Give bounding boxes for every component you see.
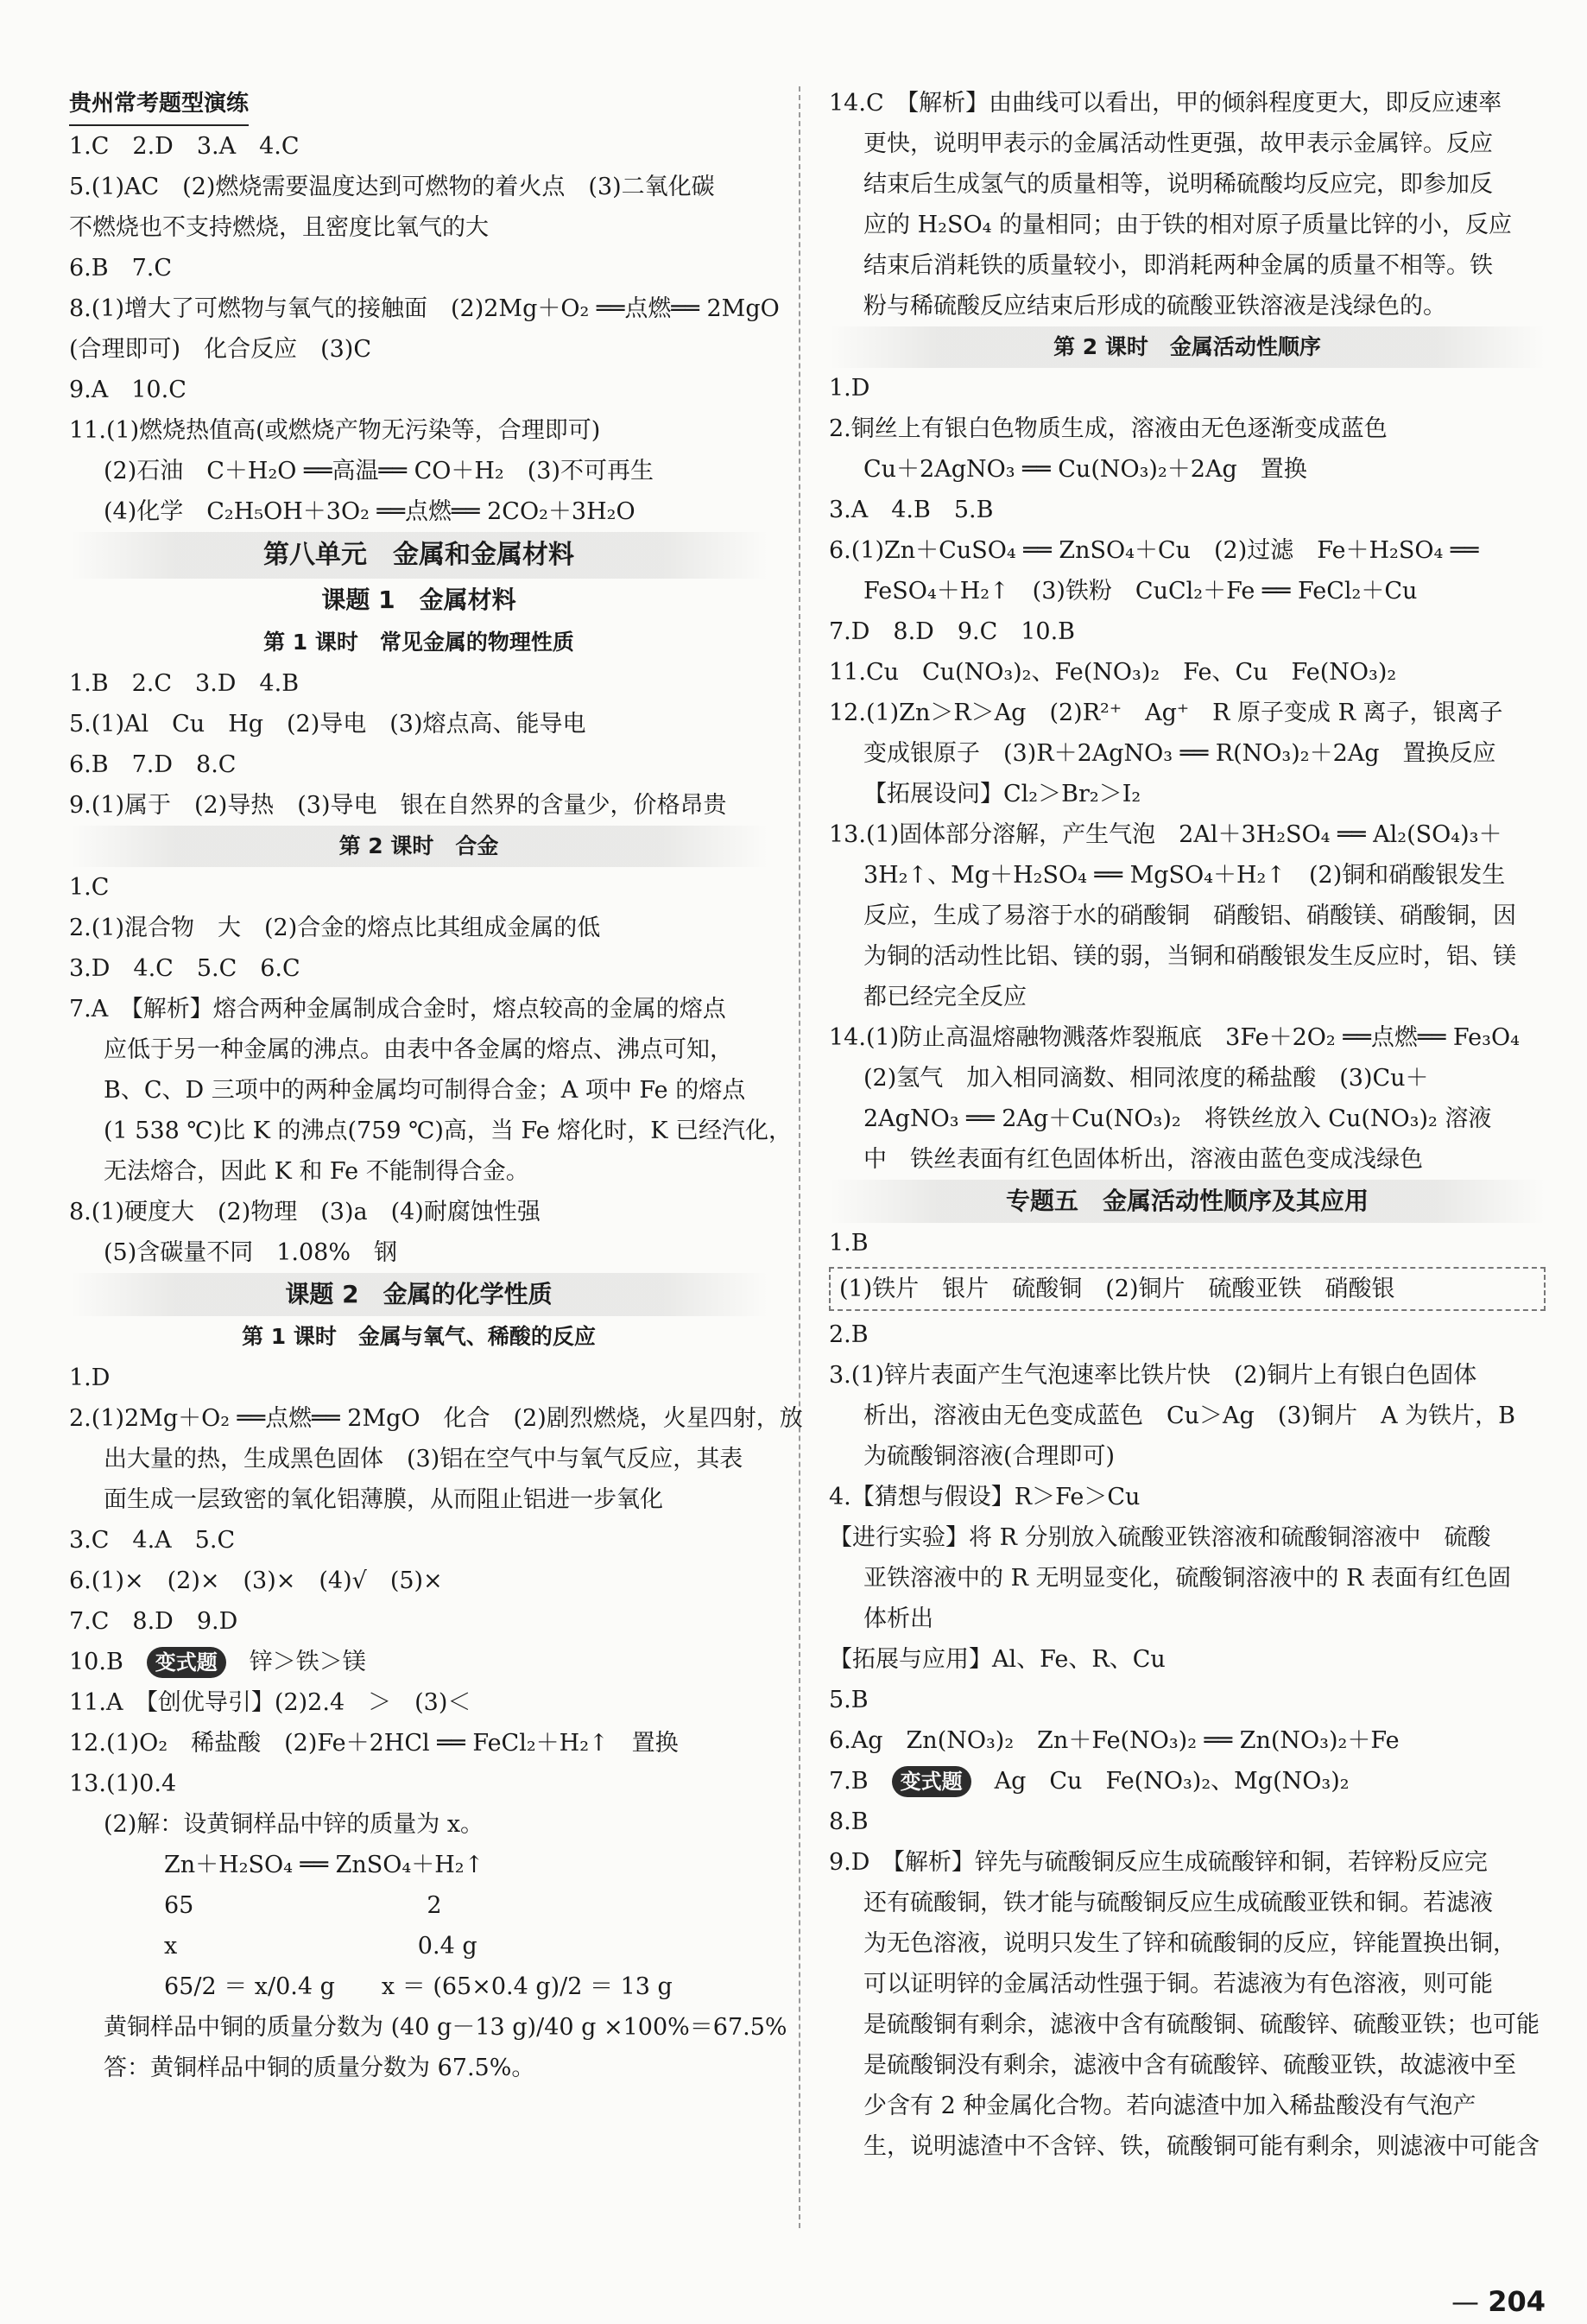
answer-line: 生，说明滤渣中不含锌、铁，硫酸铜可能有剩余，则滤液中可能含 (863, 2133, 1540, 2160)
answer-line (69, 1642, 768, 1682)
answer-text: Ag Cu Fe(NO₃)₂、Mg(NO₃)₂ (994, 1768, 1350, 1795)
right-column (829, 83, 1546, 2318)
answer-line: 结束后消耗铁的质量较小，即消耗两种金属的质量不相等。铁 (863, 252, 1493, 279)
answer-line: 3.C 4.A 5.C (69, 1527, 236, 1554)
answer-line: 2.(1)2Mg＋O₂ ══点燃══ 2MgO 化合 (2)剧烈燃烧，火星四射，放 (69, 1405, 803, 1432)
answer-text: 锌＞铁＞镁 (249, 1649, 366, 1675)
answer-line: (5)含碳量不同 1.08% 钢 (104, 1239, 398, 1266)
column-divider (799, 86, 800, 2228)
answer-line: 中 铁丝表面有红色固体析出，溶液由蓝色变成浅绿色 (863, 1146, 1423, 1173)
answer-line: 变成银原子 (3)R＋2AgNO₃ ══ R(NO₃)₂＋2Ag 置换反应 (863, 740, 1496, 767)
answer-line: 3.D 4.C 5.C 6.C (69, 955, 300, 982)
answer-line: 11.A 【创优导引】(2)2.4 ＞ (3)＜ (69, 1689, 471, 1716)
answer-line: 答：黄铜样品中铜的质量分数为 67.5%。 (104, 2055, 535, 2081)
answer-line: 【拓展与应用】Al、Fe、R、Cu (829, 1646, 1166, 1673)
answer-line: 是硫酸铜有剩余，滤液中含有硫酸铜、硫酸锌、硫酸亚铁；也可能 (863, 2011, 1540, 2038)
answer-line: 反应，生成了易溶于水的硝酸铜 硝酸铝、硝酸镁、硝酸铜，因 (863, 902, 1516, 929)
answer-line: 8.(1)增大了可燃物与氧气的接触面 (2)2Mg＋O₂ ══点燃══ 2MgO (69, 295, 780, 322)
answer-line: 【进行实验】将 R 分别放入硫酸亚铁溶液和硫酸铜溶液中 硫酸 (829, 1524, 1491, 1551)
answer-line: 14.(1)防止高温熔融物溅落炸裂瓶底 3Fe＋2O₂ ══点燃══ Fe₃O₄ (829, 1024, 1520, 1051)
answer-line: 11.(1)燃烧热值高(或燃烧产物无污染等，合理即可) (69, 417, 601, 444)
answer-line: 结束后生成氢气的质量相等，说明稀硫酸均反应完，即参加反 (863, 171, 1493, 198)
lesson-heading: 第 2 课时 合金 (69, 826, 768, 867)
answer-line: 3.A 4.B 5.B (829, 497, 994, 523)
variant-tag: 变式题 (892, 1766, 971, 1797)
answer-line: 4.【猜想与假设】R＞Fe＞Cu (829, 1484, 1141, 1510)
answer-line: 2.B (829, 1321, 869, 1348)
equation-line: 65 2 (164, 1892, 442, 1919)
answer-line: 7.C 8.D 9.D (69, 1608, 238, 1635)
answer-line: 6.Ag Zn(NO₃)₂ Zn＋Fe(NO₃)₂ ══ Zn(NO₃)₂＋Fe (829, 1727, 1400, 1754)
answer-line: 7.D 8.D 9.C 10.B (829, 618, 1076, 645)
answer-line: 13.(1)固体部分溶解，产生气泡 2Al＋3H₂SO₄ ══ Al₂(SO₄)₃＋ (829, 821, 1502, 848)
answer-line: (4)化学 C₂H₅OH＋3O₂ ══点燃══ 2CO₂＋3H₂O (104, 498, 635, 525)
answer-line: 9.A 10.C (69, 377, 187, 403)
answer-line: 3H₂↑、Mg＋H₂SO₄ ══ MgSO₄＋H₂↑ (2)铜和硝酸银发生 (863, 862, 1506, 889)
equation-line: x 0.4 g (164, 1933, 477, 1960)
topic-heading: 专题五 金属活动性顺序及其应用 (829, 1180, 1546, 1223)
answer-number: 10.B (69, 1649, 123, 1675)
answer-line: 还有硫酸铜，铁才能与硫酸铜反应生成硫酸亚铁和铜。若滤液 (863, 1890, 1493, 1916)
answer-line: 少含有 2 种金属化合物。若向滤渣中加入稀盐酸没有气泡产 (863, 2093, 1476, 2119)
answer-line: 为硫酸铜溶液(合理即可) (863, 1443, 1116, 1470)
answer-line: 应的 H₂SO₄ 的量相同；由于铁的相对原子质量比锌的小，反应 (863, 212, 1512, 238)
answer-line: 析出，溶液由无色变成蓝色 Cu＞Ag (3)铜片 A 为铁片，B (863, 1403, 1515, 1429)
answer-line: FeSO₄＋H₂↑ (3)铁粉 CuCl₂＋Fe ══ FeCl₂＋Cu (863, 578, 1418, 605)
unit-heading: 第八单元 金属和金属材料 (69, 532, 768, 579)
page-number: — 204 (1451, 2285, 1546, 2318)
answer-line: 5.B (829, 1687, 869, 1713)
left-column (69, 83, 803, 2088)
answer-line: 不燃烧也不支持燃烧，且密度比氧气的大 (69, 214, 489, 241)
lesson-heading: 第 1 课时 金属与氧气、稀酸的反应 (242, 1324, 596, 1349)
answer-line: 6.(1)× (2)× (3)× (4)√ (5)× (69, 1567, 443, 1594)
answer-line: 【拓展设问】Cl₂＞Br₂＞I₂ (863, 781, 1141, 807)
answer-line: 5.(1)AC (2)燃烧需要温度达到可燃物的着火点 (3)二氧化碳 (69, 174, 715, 200)
answer-line: 12.(1)Zn＞R＞Ag (2)R²⁺ Ag⁺ R 原子变成 R 离子，银离子 (829, 700, 1503, 726)
answer-line: Cu＋2AgNO₃ ══ Cu(NO₃)₂＋2Ag 置换 (863, 456, 1307, 483)
answer-line: 13.(1)0.4 (69, 1770, 177, 1797)
answer-line: (2)氢气 加入相同滴数、相同浓度的稀盐酸 (3)Cu＋ (863, 1065, 1429, 1092)
section-title: 贵州常考题型演练 (69, 83, 768, 126)
answer-line: 面生成一层致密的氧化铝薄膜，从而阻止铝进一步氧化 (104, 1486, 663, 1513)
answer-line: 11.Cu Cu(NO₃)₂、Fe(NO₃)₂ Fe、Cu Fe(NO₃)₂ (829, 659, 1397, 686)
answer-line: 1.B (829, 1230, 869, 1257)
answer-line: 更快，说明甲表示的金属活动性更强，故甲表示金属锌。反应 (863, 130, 1493, 157)
answer-line: 2.铜丝上有银白色物质生成，溶液由无色逐渐变成蓝色 (829, 415, 1388, 442)
answer-line: (1 538 ℃)比 K 的沸点(759 ℃)高，当 Fe 熔化时，K 已经汽化， (104, 1118, 793, 1144)
answer-line: 9.(1)属于 (2)导热 (3)导电 银在自然界的含量少，价格昂贵 (69, 792, 727, 819)
answer-line: 无法熔合，因此 K 和 Fe 不能制得合金。 (104, 1158, 529, 1185)
answer-line: 7.A 【解析】熔合两种金属制成合金时，熔点较高的金属的熔点 (69, 996, 726, 1023)
answer-line: 为无色溶液，说明只发生了锌和硫酸铜的反应，锌能置换出铜， (863, 1930, 1516, 1957)
answer-box: (1)铁片 银片 硫酸铜 (2)铜片 硫酸亚铁 硝酸银 (829, 1267, 1546, 1311)
answer-line: 14.C 【解析】由曲线可以看出，甲的倾斜程度更大，即反应速率 (829, 90, 1502, 117)
answer-line: 可以证明锌的金属活动性强于铜。若滤液为有色溶液，则可能 (863, 1971, 1493, 1998)
answer-number: 7.B (829, 1768, 869, 1795)
lesson-heading: 第 1 课时 常见金属的物理性质 (263, 630, 574, 655)
answer-line: B、C、D 三项中的两种金属均可制得合金；A 项中 Fe 的熔点 (104, 1077, 746, 1104)
answer-line: 应低于另一种金属的沸点。由表中各金属的熔点、沸点可知， (104, 1036, 733, 1063)
topic-heading: 课题 2 金属的化学性质 (69, 1273, 768, 1316)
answer-line: 6.B 7.D 8.C (69, 751, 237, 778)
answer-line: 1.C (69, 874, 110, 901)
equation-line: 65/2 ＝ x/0.4 g x ＝ (65×0.4 g)/2 ＝ 13 g (164, 1973, 673, 2000)
answer-line: 1.D (69, 1365, 111, 1391)
answer-line: 黄铜样品中铜的质量分数为 (40 g－13 g)/40 g ×100%＝67.5% (104, 2014, 787, 2041)
answer-line: 5.(1)Al Cu Hg (2)导电 (3)熔点高、能导电 (69, 711, 586, 738)
answer-line: 12.(1)O₂ 稀盐酸 (2)Fe＋2HCl ══ FeCl₂＋H₂↑ 置换 (69, 1730, 679, 1757)
answer-line: 6.B 7.C (69, 255, 173, 282)
answer-line: 1.D (829, 375, 870, 402)
topic-heading: 课题 1 金属材料 (321, 586, 516, 614)
answer-line: (2)石油 C＋H₂O ══高温══ CO＋H₂ (3)不可再生 (104, 458, 654, 484)
answer-line: 为铜的活动性比铝、镁的弱，当铜和硝酸银发生反应时，铝、镁 (863, 943, 1516, 970)
answer-line: 2AgNO₃ ══ 2Ag＋Cu(NO₃)₂ 将铁丝放入 Cu(NO₃)₂ 溶液 (863, 1105, 1492, 1132)
answer-line: (2)解：设黄铜样品中锌的质量为 x。 (104, 1811, 484, 1838)
equation-line: Zn＋H₂SO₄ ══ ZnSO₄＋H₂↑ (164, 1852, 484, 1878)
answer-line: 8.B (829, 1808, 869, 1835)
answer-line: 粉与稀硫酸反应结束后形成的硫酸亚铁溶液是浅绿色的。 (863, 293, 1446, 320)
answer-line: (合理即可) 化合反应 (3)C (69, 336, 371, 363)
answer-line: 9.D 【解析】锌先与硫酸铜反应生成硫酸锌和铜，若锌粉反应完 (829, 1849, 1488, 1876)
answer-line: 6.(1)Zn＋CuSO₄ ══ ZnSO₄＋Cu (2)过滤 Fe＋H₂SO₄ ══ (829, 537, 1479, 564)
answer-line: 3.(1)锌片表面产生气泡速率比铁片快 (2)铜片上有银白色固体 (829, 1362, 1477, 1389)
answer-line (829, 1761, 1546, 1802)
lesson-heading: 第 2 课时 金属活动性顺序 (829, 326, 1546, 368)
answer-line: 出大量的热，生成黑色固体 (3)铝在空气中与氧气反应，其表 (104, 1446, 743, 1472)
answer-line: 8.(1)硬度大 (2)物理 (3)a (4)耐腐蚀性强 (69, 1199, 541, 1225)
answer-line: 亚铁溶液中的 R 无明显变化，硫酸铜溶液中的 R 表面有红色固 (863, 1565, 1511, 1592)
answer-line: 2.(1)混合物 大 (2)合金的熔点比其组成金属的低 (69, 915, 601, 941)
answer-line: 都已经完全反应 (863, 984, 1027, 1010)
answer-line: 体析出 (863, 1605, 933, 1632)
answer-line: 是硫酸铜没有剩余，滤液中含有硫酸锌、硫酸亚铁，故滤液中至 (863, 2052, 1516, 2079)
variant-tag: 变式题 (147, 1647, 226, 1678)
answer-line: 1.C 2.D 3.A 4.C (69, 133, 300, 160)
answer-line: 1.B 2.C 3.D 4.B (69, 670, 300, 697)
